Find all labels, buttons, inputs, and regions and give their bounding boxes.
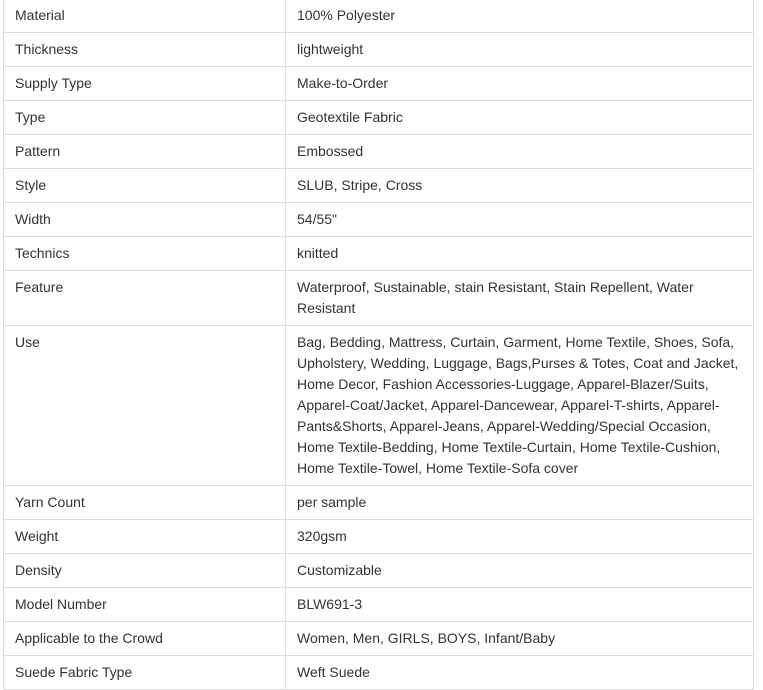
table-row <box>4 33 754 67</box>
row-value: knitted <box>286 237 754 271</box>
row-value: 54/55" <box>286 203 754 237</box>
table-row <box>4 622 754 656</box>
table-row <box>4 520 754 554</box>
table-row <box>4 101 754 135</box>
row-label: Density <box>4 554 286 588</box>
table-row <box>4 135 754 169</box>
row-value: Women, Men, GIRLS, BOYS, Infant/Baby <box>286 622 754 656</box>
row-value: Weft Suede <box>286 656 754 690</box>
row-label: Feature <box>4 271 286 326</box>
row-label: Supply Type <box>4 67 286 101</box>
table-row <box>4 588 754 622</box>
row-value: lightweight <box>286 33 754 67</box>
table-row <box>4 169 754 203</box>
table-row <box>4 0 754 33</box>
row-label: Material <box>4 0 286 33</box>
row-label: Weight <box>4 520 286 554</box>
table-row <box>4 67 754 101</box>
table-row <box>4 554 754 588</box>
table-row <box>4 237 754 271</box>
product-spec-table <box>3 0 754 690</box>
table-row <box>4 271 754 326</box>
row-label: Use <box>4 326 286 486</box>
row-label: Type <box>4 101 286 135</box>
row-label: Model Number <box>4 588 286 622</box>
row-label: Pattern <box>4 135 286 169</box>
row-label: Suede Fabric Type <box>4 656 286 690</box>
row-value: Make-to-Order <box>286 67 754 101</box>
row-value: 100% Polyester <box>286 0 754 33</box>
row-label: Style <box>4 169 286 203</box>
row-label: Yarn Count <box>4 486 286 520</box>
row-value: SLUB, Stripe, Cross <box>286 169 754 203</box>
row-label: Thickness <box>4 33 286 67</box>
row-value: Geotextile Fabric <box>286 101 754 135</box>
table-row <box>4 203 754 237</box>
row-value: Embossed <box>286 135 754 169</box>
row-value: Customizable <box>286 554 754 588</box>
row-value: 320gsm <box>286 520 754 554</box>
row-value: per sample <box>286 486 754 520</box>
row-label: Technics <box>4 237 286 271</box>
table-row <box>4 326 754 486</box>
row-value: Bag, Bedding, Mattress, Curtain, Garment, Home Textile, Shoes, Sofa, Upholstery, Wedding, Luggage, Bags,Purses & Totes, Coat and Jacket, Home Decor, Fashion Accessories-Luggage, Apparel-Blazer/Suits, Apparel-Coat/Jacket, Apparel-Dancewear, Apparel-T-shirts, Apparel-Pants&Shorts, Apparel-Jeans, Apparel-Wedding/Special Occasion, Home Textile-Bedding, Home Textile-Curtain, Home Textile-Cushion, Home Textile-Towel, Home Textile-Sofa cover <box>286 326 754 486</box>
table-row <box>4 486 754 520</box>
row-label: Applicable to the Crowd <box>4 622 286 656</box>
table-row <box>4 656 754 690</box>
row-value: BLW691-3 <box>286 588 754 622</box>
row-value: Waterproof, Sustainable, stain Resistant, Stain Repellent, Water Resistant <box>286 271 754 326</box>
row-label: Width <box>4 203 286 237</box>
